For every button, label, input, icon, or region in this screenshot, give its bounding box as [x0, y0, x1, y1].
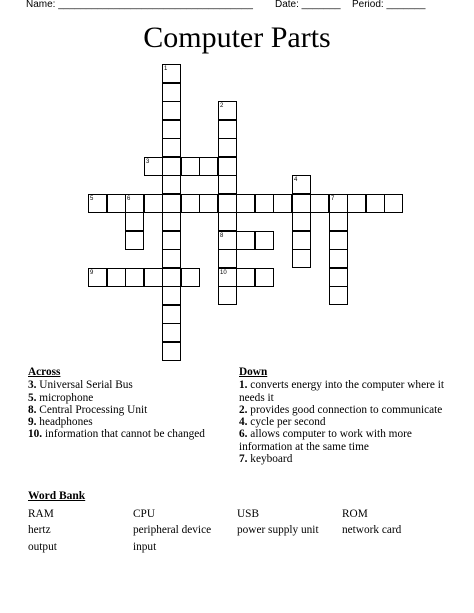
crossword-cell[interactable] — [255, 194, 274, 213]
crossword-cell[interactable] — [292, 231, 311, 250]
crossword-cell[interactable] — [162, 138, 181, 157]
crossword-cell[interactable] — [218, 286, 237, 305]
crossword-cell[interactable] — [181, 268, 200, 287]
clue-number: 4 — [294, 177, 298, 183]
crossword-cell[interactable] — [329, 249, 348, 268]
crossword-cell[interactable] — [236, 268, 255, 287]
crossword-cell[interactable] — [125, 231, 144, 250]
crossword-cell[interactable] — [162, 175, 181, 194]
clue-number: 5 — [90, 196, 94, 202]
clue-number: 2 — [220, 103, 224, 109]
across-clue: 10. information that cannot be changed — [28, 428, 205, 441]
clue-number: 9 — [90, 270, 94, 276]
word-bank-heading: Word Bank — [28, 490, 86, 502]
crossword-cell[interactable] — [218, 231, 237, 250]
crossword-cell[interactable] — [162, 120, 181, 139]
crossword-cell[interactable] — [292, 212, 311, 231]
crossword-cell[interactable] — [218, 138, 237, 157]
crossword-cell[interactable] — [162, 231, 181, 250]
word-bank-item: ROM — [342, 508, 368, 520]
crossword-cell[interactable] — [162, 323, 181, 342]
word-bank-item: output — [28, 541, 57, 553]
crossword-cell[interactable] — [162, 305, 181, 324]
crossword-cell[interactable] — [88, 194, 107, 213]
crossword-cell[interactable] — [199, 194, 218, 213]
crossword-cell[interactable] — [329, 212, 348, 231]
crossword-cell[interactable] — [162, 286, 181, 305]
crossword-cell[interactable] — [384, 194, 403, 213]
crossword-cell[interactable] — [125, 194, 144, 213]
down-clue: 1. converts energy into the computer where it needs it — [239, 379, 444, 404]
crossword-cell[interactable] — [162, 342, 181, 361]
crossword-cell[interactable] — [218, 249, 237, 268]
down-clue: 7. keyboard — [239, 453, 293, 466]
crossword-cell[interactable] — [181, 194, 200, 213]
word-bank-item: peripheral device — [133, 524, 212, 536]
crossword-cell[interactable] — [162, 268, 181, 287]
crossword-cell[interactable] — [162, 64, 181, 83]
across-clue: 3. Universal Serial Bus — [28, 379, 133, 392]
crossword-cell[interactable] — [218, 157, 237, 176]
word-bank-item: hertz — [28, 524, 51, 536]
crossword-cell[interactable] — [329, 268, 348, 287]
clue-number: 3 — [146, 159, 150, 165]
crossword-cell[interactable] — [162, 212, 181, 231]
crossword-cell[interactable] — [181, 157, 200, 176]
crossword-cell[interactable] — [162, 83, 181, 102]
crossword-cell[interactable] — [144, 194, 163, 213]
down-heading: Down — [239, 366, 268, 378]
crossword-cell[interactable] — [218, 175, 237, 194]
across-clues — [28, 366, 228, 441]
crossword-cell[interactable] — [125, 268, 144, 287]
crossword-cell[interactable] — [199, 157, 218, 176]
crossword-cell[interactable] — [88, 268, 107, 287]
clue-number: 7 — [331, 196, 335, 202]
crossword-cell[interactable] — [107, 194, 126, 213]
crossword-cell[interactable] — [125, 212, 144, 231]
crossword-cell[interactable] — [329, 194, 348, 213]
crossword-cell[interactable] — [347, 194, 366, 213]
crossword-cell[interactable] — [236, 231, 255, 250]
crossword-cell[interactable] — [162, 194, 181, 213]
crossword-cell[interactable] — [218, 268, 237, 287]
crossword-cell[interactable] — [236, 194, 255, 213]
crossword-cell[interactable] — [310, 194, 329, 213]
down-clue: 4. cycle per second — [239, 416, 326, 429]
clue-number: 8 — [220, 233, 224, 239]
crossword-cell[interactable] — [329, 231, 348, 250]
clue-number: 1 — [164, 66, 168, 72]
crossword-cell[interactable] — [292, 175, 311, 194]
crossword-cell[interactable] — [292, 249, 311, 268]
down-clues — [239, 366, 444, 465]
word-bank-item: power supply unit — [237, 524, 319, 536]
clue-number: 6 — [127, 196, 131, 202]
crossword-cell[interactable] — [144, 268, 163, 287]
crossword-cell[interactable] — [162, 249, 181, 268]
across-clue: 5. microphone — [28, 391, 94, 404]
word-bank-item: input — [133, 541, 157, 553]
crossword-cell[interactable] — [366, 194, 385, 213]
word-bank-item: RAM — [28, 508, 54, 520]
page-title: Computer Parts — [143, 21, 331, 54]
clue-number: 10 — [220, 270, 227, 276]
period-field[interactable]: Period: _______ — [352, 0, 426, 10]
crossword-cell[interactable] — [218, 120, 237, 139]
word-bank-item: CPU — [133, 508, 155, 520]
across-clue: 8. Central Processing Unit — [28, 403, 148, 416]
crossword-cell[interactable] — [329, 286, 348, 305]
crossword-cell[interactable] — [255, 268, 274, 287]
crossword-cell[interactable] — [162, 101, 181, 120]
down-clue: 2. provides good connection to communicate — [239, 403, 443, 416]
crossword-cell[interactable] — [218, 101, 237, 120]
word-bank-item: USB — [237, 508, 259, 520]
crossword-cell[interactable] — [144, 157, 163, 176]
down-clue: 6. allows computer to work with more information at the same time — [239, 428, 412, 453]
name-field[interactable]: Name: ___________________________________ — [26, 0, 253, 10]
crossword-cell[interactable] — [107, 268, 126, 287]
crossword-cell[interactable] — [292, 194, 311, 213]
crossword-cell[interactable] — [162, 157, 181, 176]
date-field[interactable]: Date: _______ — [275, 0, 341, 10]
crossword-cell[interactable] — [218, 194, 237, 213]
crossword-cell[interactable] — [218, 212, 237, 231]
across-heading: Across — [28, 366, 61, 378]
crossword-cell[interactable] — [255, 231, 274, 250]
word-bank-item: network card — [342, 524, 402, 536]
crossword-cell[interactable] — [273, 194, 292, 213]
across-clue: 9. headphones — [28, 416, 93, 429]
